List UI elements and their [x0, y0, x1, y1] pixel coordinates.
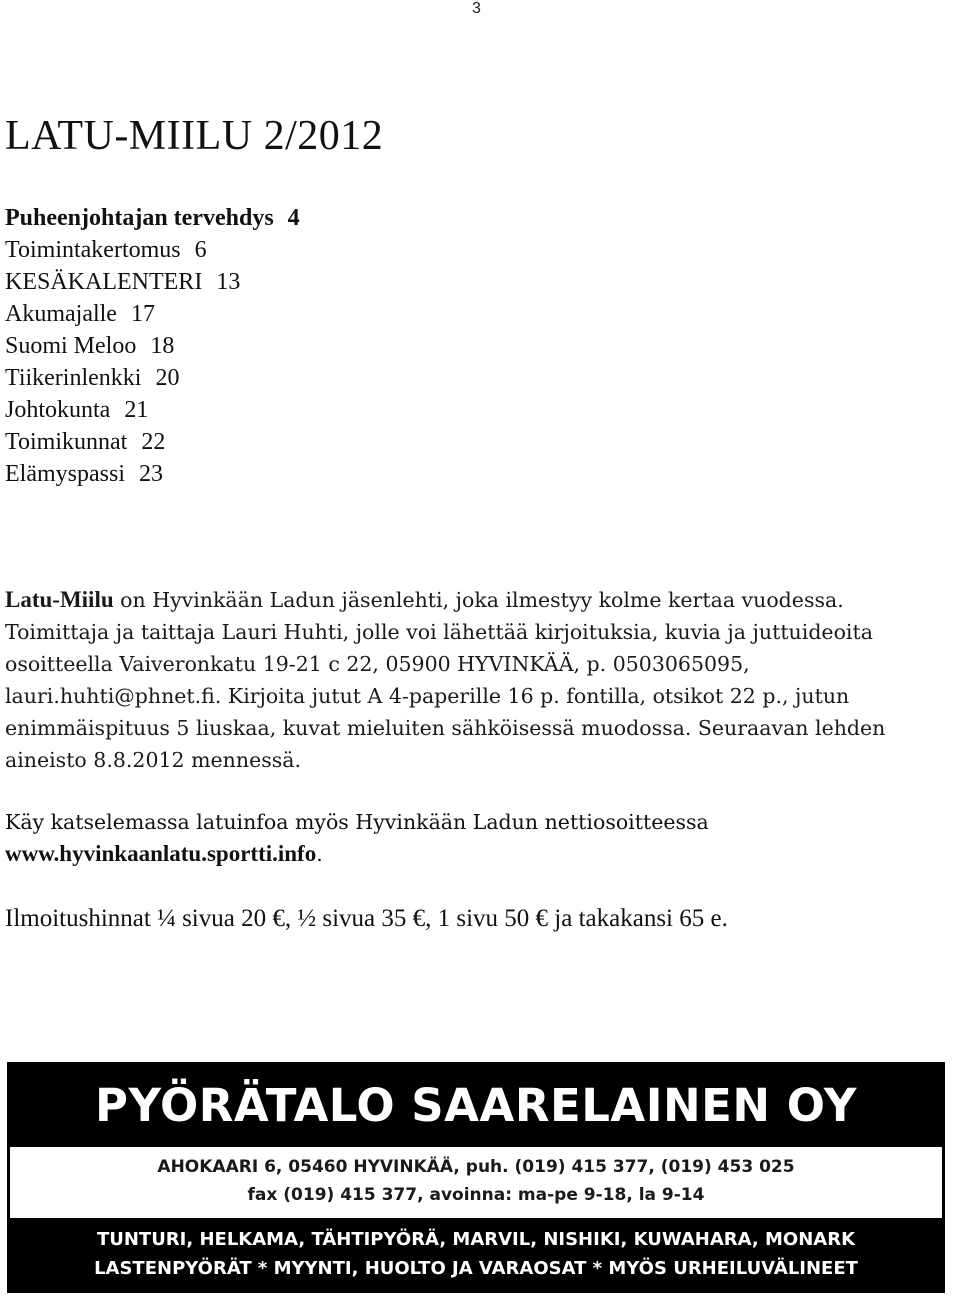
website-paragraph [5, 806, 950, 870]
toc-item-label: Toimintakertomus [5, 237, 181, 263]
toc-item-label: Akumajalle [5, 301, 117, 327]
ad-company-name: PYÖRÄTALO SAARELAINEN OY [10, 1065, 942, 1147]
toc-item-page: 22 [141, 429, 166, 455]
toc-item-page: 18 [150, 333, 175, 359]
toc-item-page: 20 [155, 365, 180, 391]
toc-item-label: Suomi Meloo [5, 333, 137, 359]
toc-item [5, 458, 300, 490]
toc-item-label: KESÄKALENTERI [5, 269, 203, 295]
page-title: LATU-MIILU 2/2012 [5, 113, 384, 159]
toc-item-page: 23 [139, 461, 163, 487]
ad-brands-block [10, 1218, 942, 1290]
magazine-name: Latu-Miilu [5, 587, 114, 612]
advertisement [7, 1062, 945, 1293]
website-link[interactable]: www.hyvinkaanlatu.sportti.info [5, 841, 317, 866]
toc-item [5, 202, 300, 234]
ad-address: AHOKAARI 6, 05460 HYVINKÄÄ, puh. (019) 415 377, (019) 453 025 [157, 1157, 795, 1177]
page-number: 3 [472, 0, 481, 17]
toc-item-page: 4 [287, 205, 300, 231]
toc-item [5, 330, 300, 362]
table-of-contents [5, 202, 300, 490]
toc-item-label: Puheenjohtajan tervehdys [5, 205, 274, 231]
toc-item-page: 17 [130, 301, 155, 327]
toc-item [5, 298, 300, 330]
toc-item [5, 266, 300, 298]
toc-item [5, 362, 300, 394]
toc-item-page: 21 [124, 397, 149, 423]
website-suffix: . [316, 842, 323, 866]
toc-item-label: Toimikunnat [5, 429, 128, 455]
toc-item-label: Elämyspassi [5, 461, 125, 487]
toc-item-page: 6 [194, 237, 207, 263]
magazine-info-paragraph [5, 584, 950, 776]
toc-item [5, 394, 300, 426]
ad-services: LASTENPYÖRÄT * MYYNTI, HUOLTO JA VARAOSAT * MYÖS URHEILUVÄLINEET [94, 1258, 858, 1279]
ad-contact-block [10, 1153, 942, 1209]
ad-prices: Ilmoitushinnat ¼ sivua 20 €, ½ sivua 35 €, 1 sivu 50 € ja takakansi 65 e. [5, 905, 728, 932]
toc-item [5, 234, 300, 266]
magazine-info-text: on Hyvinkään Ladun jäsenlehti, joka ilmestyy kolme kertaa vuodessa. Toimittaja ja taittaja Lauri Huhti, jolle voi lähettää kirjoituksia, kuvia ja juttuideoita osoitteella Vaiveronkatu 19-21 c 22, 05900 HYVINKÄÄ, p. 0503065095, lauri.huhti@phnet.fi. Kirjoita jutut A 4-paperille 16 p. fontilla, otsikot 22 p., jutun enimmäispituus 5 liuskaa, kuvat mieluiten sähköisessä muodossa. Seuraavan lehden aineisto 8.8.2012 mennessä. [5, 588, 886, 772]
toc-item [5, 426, 300, 458]
ad-hours: fax (019) 415 377, avoinna: ma-pe 9-18, la 9-14 [247, 1185, 705, 1205]
toc-item-label: Johtokunta [5, 397, 111, 423]
toc-item-page: 13 [216, 269, 241, 295]
website-text: Käy katselemassa latuinfoa myös Hyvinkään Ladun nettiosoitteessa [5, 810, 709, 834]
toc-item-label: Tiikerinlenkki [5, 365, 142, 391]
ad-brands: TUNTURI, HELKAMA, TÄHTIPYÖRÄ, MARVIL, NISHIKI, KUWAHARA, MONARK [96, 1229, 856, 1250]
